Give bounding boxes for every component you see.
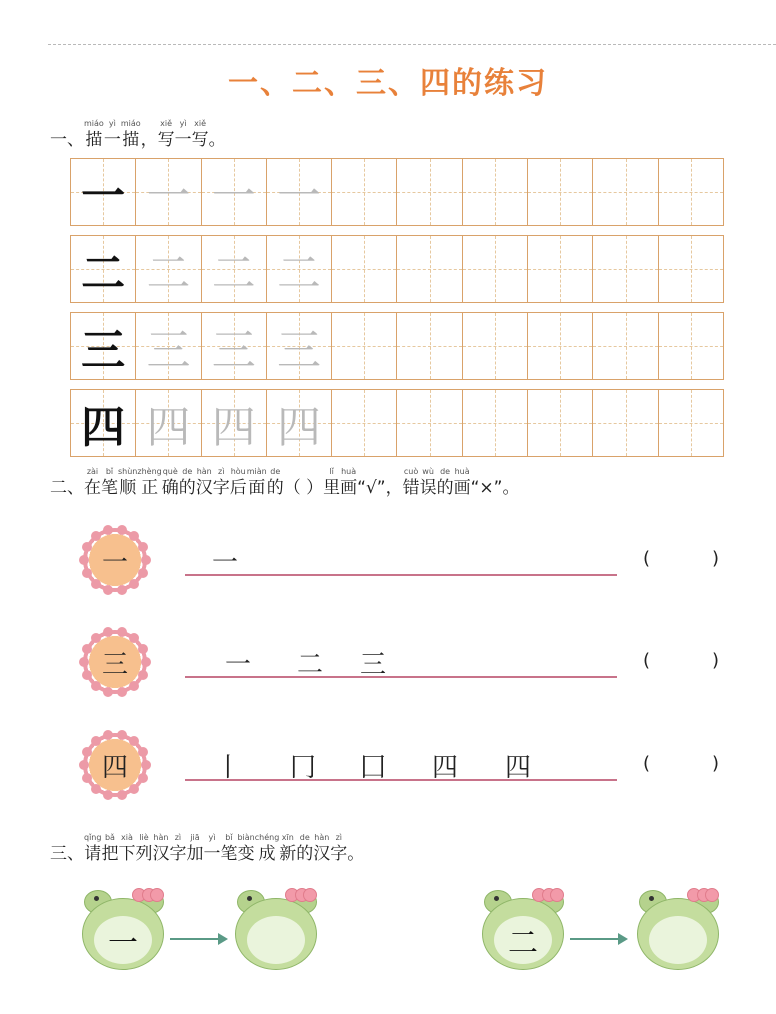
frog-eye (494, 896, 499, 901)
trace-character: 二 (277, 248, 322, 299)
trace-character: 三 (146, 325, 191, 376)
badge-character: 三 (101, 649, 128, 680)
section2-number: 二、 (50, 478, 84, 498)
stroke-step: 一 (212, 548, 239, 578)
model-character: 一 (81, 171, 126, 222)
writing-cell (202, 236, 267, 302)
heading-char-unit (230, 466, 247, 499)
pinyin-label: biàn (237, 833, 255, 842)
writing-cell (71, 236, 136, 302)
paren-close: ) (711, 650, 719, 671)
heading-char: 下 (118, 844, 136, 864)
model-character: 四 (81, 402, 126, 453)
arrow-right-icon (570, 938, 626, 940)
stroke-step: 囗 (360, 753, 387, 783)
paren-open: ( (643, 753, 651, 774)
empty-writing-cell[interactable] (593, 236, 658, 302)
pinyin-label: de (270, 467, 281, 476)
pinyin-label: bǎ (104, 833, 115, 842)
frog-given-character (80, 888, 166, 970)
heading-char-unit (135, 832, 152, 865)
heading-char-unit (330, 832, 347, 865)
heading-char: 错 (402, 478, 420, 498)
pinyin-label: huà (341, 467, 357, 476)
heading-char: 请 (84, 844, 102, 864)
badge-character: 四 (101, 752, 128, 783)
writing-cell (202, 313, 267, 379)
paren-close: ) (711, 548, 719, 569)
writing-cell (267, 390, 332, 456)
pinyin-label: xīn (281, 833, 294, 842)
empty-writing-cell[interactable] (397, 390, 462, 456)
flower-character-badge (83, 528, 147, 592)
badge-character: 一 (101, 547, 128, 578)
empty-writing-cell[interactable] (397, 313, 462, 379)
stroke-step: 四 (432, 753, 459, 783)
pinyin-label: yì (108, 119, 116, 128)
heading-char-unit (118, 466, 137, 499)
heading-char-unit (237, 832, 254, 865)
heading-char-unit (203, 832, 220, 865)
frog-eye (649, 896, 654, 901)
writing-cell (71, 159, 136, 225)
empty-writing-cell[interactable] (659, 390, 723, 456)
writing-cell (136, 159, 201, 225)
heading-char-unit (192, 118, 209, 151)
heading-char: “×”。 (470, 478, 520, 498)
frog-character: 二 (508, 926, 538, 961)
frog-character (649, 916, 707, 964)
heading-char-unit (175, 118, 192, 151)
section3-number: 三、 (50, 844, 84, 864)
empty-writing-cell[interactable] (528, 313, 593, 379)
heading-char: “√”， (357, 478, 403, 498)
heading-char: 画 (340, 478, 358, 498)
pinyin-label: de (440, 467, 451, 476)
heading-char-unit (141, 118, 158, 151)
heading-char: 正 (141, 478, 159, 498)
flower-decoration (705, 888, 719, 902)
heading-char: 列 (135, 844, 153, 864)
section3-heading (50, 832, 364, 865)
heading-char: 的 (178, 478, 196, 498)
heading-char: 。 (208, 130, 226, 150)
trace-character: 二 (146, 248, 191, 299)
pinyin-label: liè (139, 833, 149, 842)
paren-close: ) (711, 753, 719, 774)
heading-char: 汉 (195, 478, 213, 498)
heading-char: 的 (436, 478, 454, 498)
heading-char-unit (247, 466, 267, 499)
writing-cell (267, 159, 332, 225)
heading-char-unit (403, 466, 420, 499)
pinyin-label: chéng (254, 833, 280, 842)
heading-char-unit (186, 832, 203, 865)
heading-char: 写 (191, 130, 209, 150)
writing-cell (71, 313, 136, 379)
worksheet-title: 一、二、三、四的练习 (228, 66, 548, 101)
trace-character: 一 (146, 171, 191, 222)
answer-parentheses[interactable] (643, 650, 719, 671)
heading-char: 后 (229, 478, 247, 498)
heading-char: 画 (453, 478, 471, 498)
flower-decoration (550, 888, 564, 902)
heading-char: 汉 (152, 844, 170, 864)
model-character: 二 (81, 248, 126, 299)
top-dashed-divider (48, 44, 776, 45)
heading-char: 笔 (220, 844, 238, 864)
section1-number: 一、 (50, 130, 84, 150)
stroke-baseline (185, 574, 617, 576)
heading-char-unit (84, 832, 101, 865)
heading-char: 顺 (119, 478, 137, 498)
answer-parentheses[interactable] (643, 753, 719, 774)
heading-char: （ ） (283, 478, 324, 498)
pinyin-label: wù (422, 467, 434, 476)
flower-decoration (303, 888, 317, 902)
heading-char-unit (437, 466, 454, 499)
heading-char: 变 (237, 844, 255, 864)
pinyin-label: yì (179, 119, 187, 128)
trace-character: 二 (211, 248, 256, 299)
writing-grid-row (70, 312, 724, 380)
heading-char-unit (357, 466, 402, 499)
heading-char-unit (84, 466, 101, 499)
stroke-step: 二 (297, 650, 324, 680)
empty-writing-cell[interactable] (659, 313, 723, 379)
writing-cell (136, 236, 201, 302)
heading-char: 成 (258, 844, 276, 864)
empty-writing-cell[interactable] (397, 159, 462, 225)
heading-char-unit (340, 466, 357, 499)
pinyin-label: miàn (246, 467, 267, 476)
heading-char-unit (220, 832, 237, 865)
heading-char: 。 (347, 844, 365, 864)
empty-writing-cell[interactable] (332, 390, 397, 456)
frog-answer-box[interactable] (635, 888, 721, 970)
empty-writing-cell[interactable] (332, 159, 397, 225)
pinyin-label: zì (335, 833, 342, 842)
pinyin-label: hòu (230, 467, 246, 476)
writing-cell (136, 313, 201, 379)
heading-char: 汉 (313, 844, 331, 864)
empty-writing-cell[interactable] (593, 390, 658, 456)
empty-writing-cell[interactable] (332, 236, 397, 302)
empty-writing-cell[interactable] (593, 159, 658, 225)
heading-char-unit (284, 466, 323, 499)
writing-cell (202, 390, 267, 456)
heading-char-unit (213, 466, 230, 499)
pinyin-label: bǐ (105, 467, 114, 476)
empty-writing-cell[interactable] (332, 313, 397, 379)
trace-character: 四 (277, 402, 322, 453)
heading-char: 字 (212, 478, 230, 498)
heading-char-unit (121, 118, 141, 151)
empty-writing-cell[interactable] (463, 236, 528, 302)
flower-character-badge (83, 733, 147, 797)
frog-answer-box[interactable] (233, 888, 319, 970)
pinyin-label: jiā (190, 833, 200, 842)
empty-writing-cell[interactable] (397, 236, 462, 302)
writing-cell (267, 313, 332, 379)
heading-char: 描 (85, 130, 103, 150)
arrow-right-icon (170, 938, 226, 940)
stroke-step: 四 (505, 753, 532, 783)
stroke-step: 丨 (215, 753, 242, 783)
flower-character-badge (83, 630, 147, 694)
empty-writing-cell[interactable] (463, 313, 528, 379)
heading-char-unit (196, 466, 213, 499)
heading-char: 字 (330, 844, 348, 864)
heading-char: 字 (169, 844, 187, 864)
pinyin-label: yì (208, 833, 216, 842)
stroke-baseline (185, 676, 617, 678)
heading-char: 误 (419, 478, 437, 498)
frog-eye (94, 896, 99, 901)
stroke-baseline (185, 779, 617, 781)
heading-char: 一 (103, 130, 121, 150)
empty-writing-cell[interactable] (528, 390, 593, 456)
heading-char: 把 (101, 844, 119, 864)
writing-cell (267, 236, 332, 302)
trace-character: 三 (277, 325, 322, 376)
heading-char-unit (118, 832, 135, 865)
pinyin-label: zì (218, 467, 225, 476)
heading-char: 确 (161, 478, 179, 498)
empty-writing-cell[interactable] (659, 236, 723, 302)
frog-character (247, 916, 305, 964)
heading-char: 在 (84, 478, 101, 498)
heading-char: 的 (296, 844, 314, 864)
trace-character: 一 (211, 171, 256, 222)
empty-writing-cell[interactable] (593, 313, 658, 379)
stroke-step: 冂 (290, 753, 317, 783)
model-character: 三 (81, 325, 126, 376)
heading-char-unit (279, 832, 296, 865)
pinyin-label: xiě (194, 119, 207, 128)
pinyin-label: qǐng (84, 833, 102, 842)
empty-writing-cell[interactable] (463, 159, 528, 225)
stroke-step: 一 (225, 650, 252, 680)
pinyin-label: zài (86, 467, 99, 476)
trace-character: 三 (211, 325, 256, 376)
pinyin-label: bǐ (225, 833, 233, 842)
heading-char-unit (101, 832, 118, 865)
heading-char-unit (169, 832, 186, 865)
section1-heading (50, 118, 226, 151)
heading-char-unit (347, 832, 364, 865)
stroke-step: 三 (360, 650, 387, 680)
heading-char: 笔 (101, 478, 118, 498)
empty-writing-cell[interactable] (463, 390, 528, 456)
pinyin-label: huà (454, 467, 470, 476)
heading-char-unit (158, 118, 175, 151)
heading-char-unit (101, 466, 118, 499)
heading-char: 一 (174, 130, 192, 150)
writing-cell (71, 390, 136, 456)
heading-char-unit (152, 832, 169, 865)
pinyin-label: hàn (196, 467, 212, 476)
heading-char-unit (179, 466, 196, 499)
answer-parentheses[interactable] (643, 548, 719, 569)
heading-char-unit (84, 118, 104, 151)
heading-char: 面 (248, 478, 266, 498)
pinyin-label: xià (121, 833, 133, 842)
heading-char-unit (454, 466, 471, 499)
heading-char-unit (471, 466, 520, 499)
frog-character: 一 (108, 926, 138, 961)
heading-char-unit (255, 832, 280, 865)
pinyin-label: hàn (153, 833, 169, 842)
heading-char: 里 (323, 478, 341, 498)
pinyin-label: miáo (84, 119, 104, 128)
heading-char-unit (209, 118, 226, 151)
pinyin-label: miáo (120, 119, 141, 128)
heading-char: ， (140, 130, 158, 150)
pinyin-label: hàn (314, 833, 330, 842)
heading-char-unit (267, 466, 284, 499)
flower-decoration (150, 888, 164, 902)
writing-grid-row (70, 158, 724, 226)
pinyin-label: què (162, 467, 178, 476)
writing-cell (202, 159, 267, 225)
pinyin-label: xiě (160, 119, 173, 128)
heading-char: 加 (186, 844, 204, 864)
heading-char: 的 (266, 478, 284, 498)
writing-grid-row (70, 389, 724, 457)
heading-char: 新 (279, 844, 297, 864)
heading-char: 写 (157, 130, 175, 150)
pinyin-label: de (299, 833, 310, 842)
frog-eye (247, 896, 252, 901)
pinyin-label: zì (174, 833, 182, 842)
pinyin-label: shùn (118, 467, 138, 476)
writing-grid-row (70, 235, 724, 303)
pinyin-label: de (182, 467, 193, 476)
empty-writing-cell[interactable] (528, 236, 593, 302)
section2-heading (50, 466, 519, 499)
heading-char: 一 (203, 844, 221, 864)
heading-char-unit (137, 466, 161, 499)
heading-char-unit (313, 832, 330, 865)
paren-open: ( (643, 548, 651, 569)
empty-writing-cell[interactable] (528, 159, 593, 225)
heading-char: 描 (122, 130, 140, 150)
trace-character: 四 (146, 402, 191, 453)
pinyin-label: cuò (403, 467, 419, 476)
frog-given-character (480, 888, 566, 970)
trace-character: 四 (211, 402, 256, 453)
heading-char-unit (162, 466, 179, 499)
empty-writing-cell[interactable] (659, 159, 723, 225)
heading-char-unit (104, 118, 121, 151)
heading-char-unit (420, 466, 437, 499)
pinyin-label: zhèng (137, 467, 162, 476)
writing-cell (136, 390, 201, 456)
heading-char-unit (323, 466, 340, 499)
paren-open: ( (643, 650, 651, 671)
pinyin-label: lǐ (329, 467, 334, 476)
trace-character: 一 (277, 171, 322, 222)
heading-char-unit (296, 832, 313, 865)
